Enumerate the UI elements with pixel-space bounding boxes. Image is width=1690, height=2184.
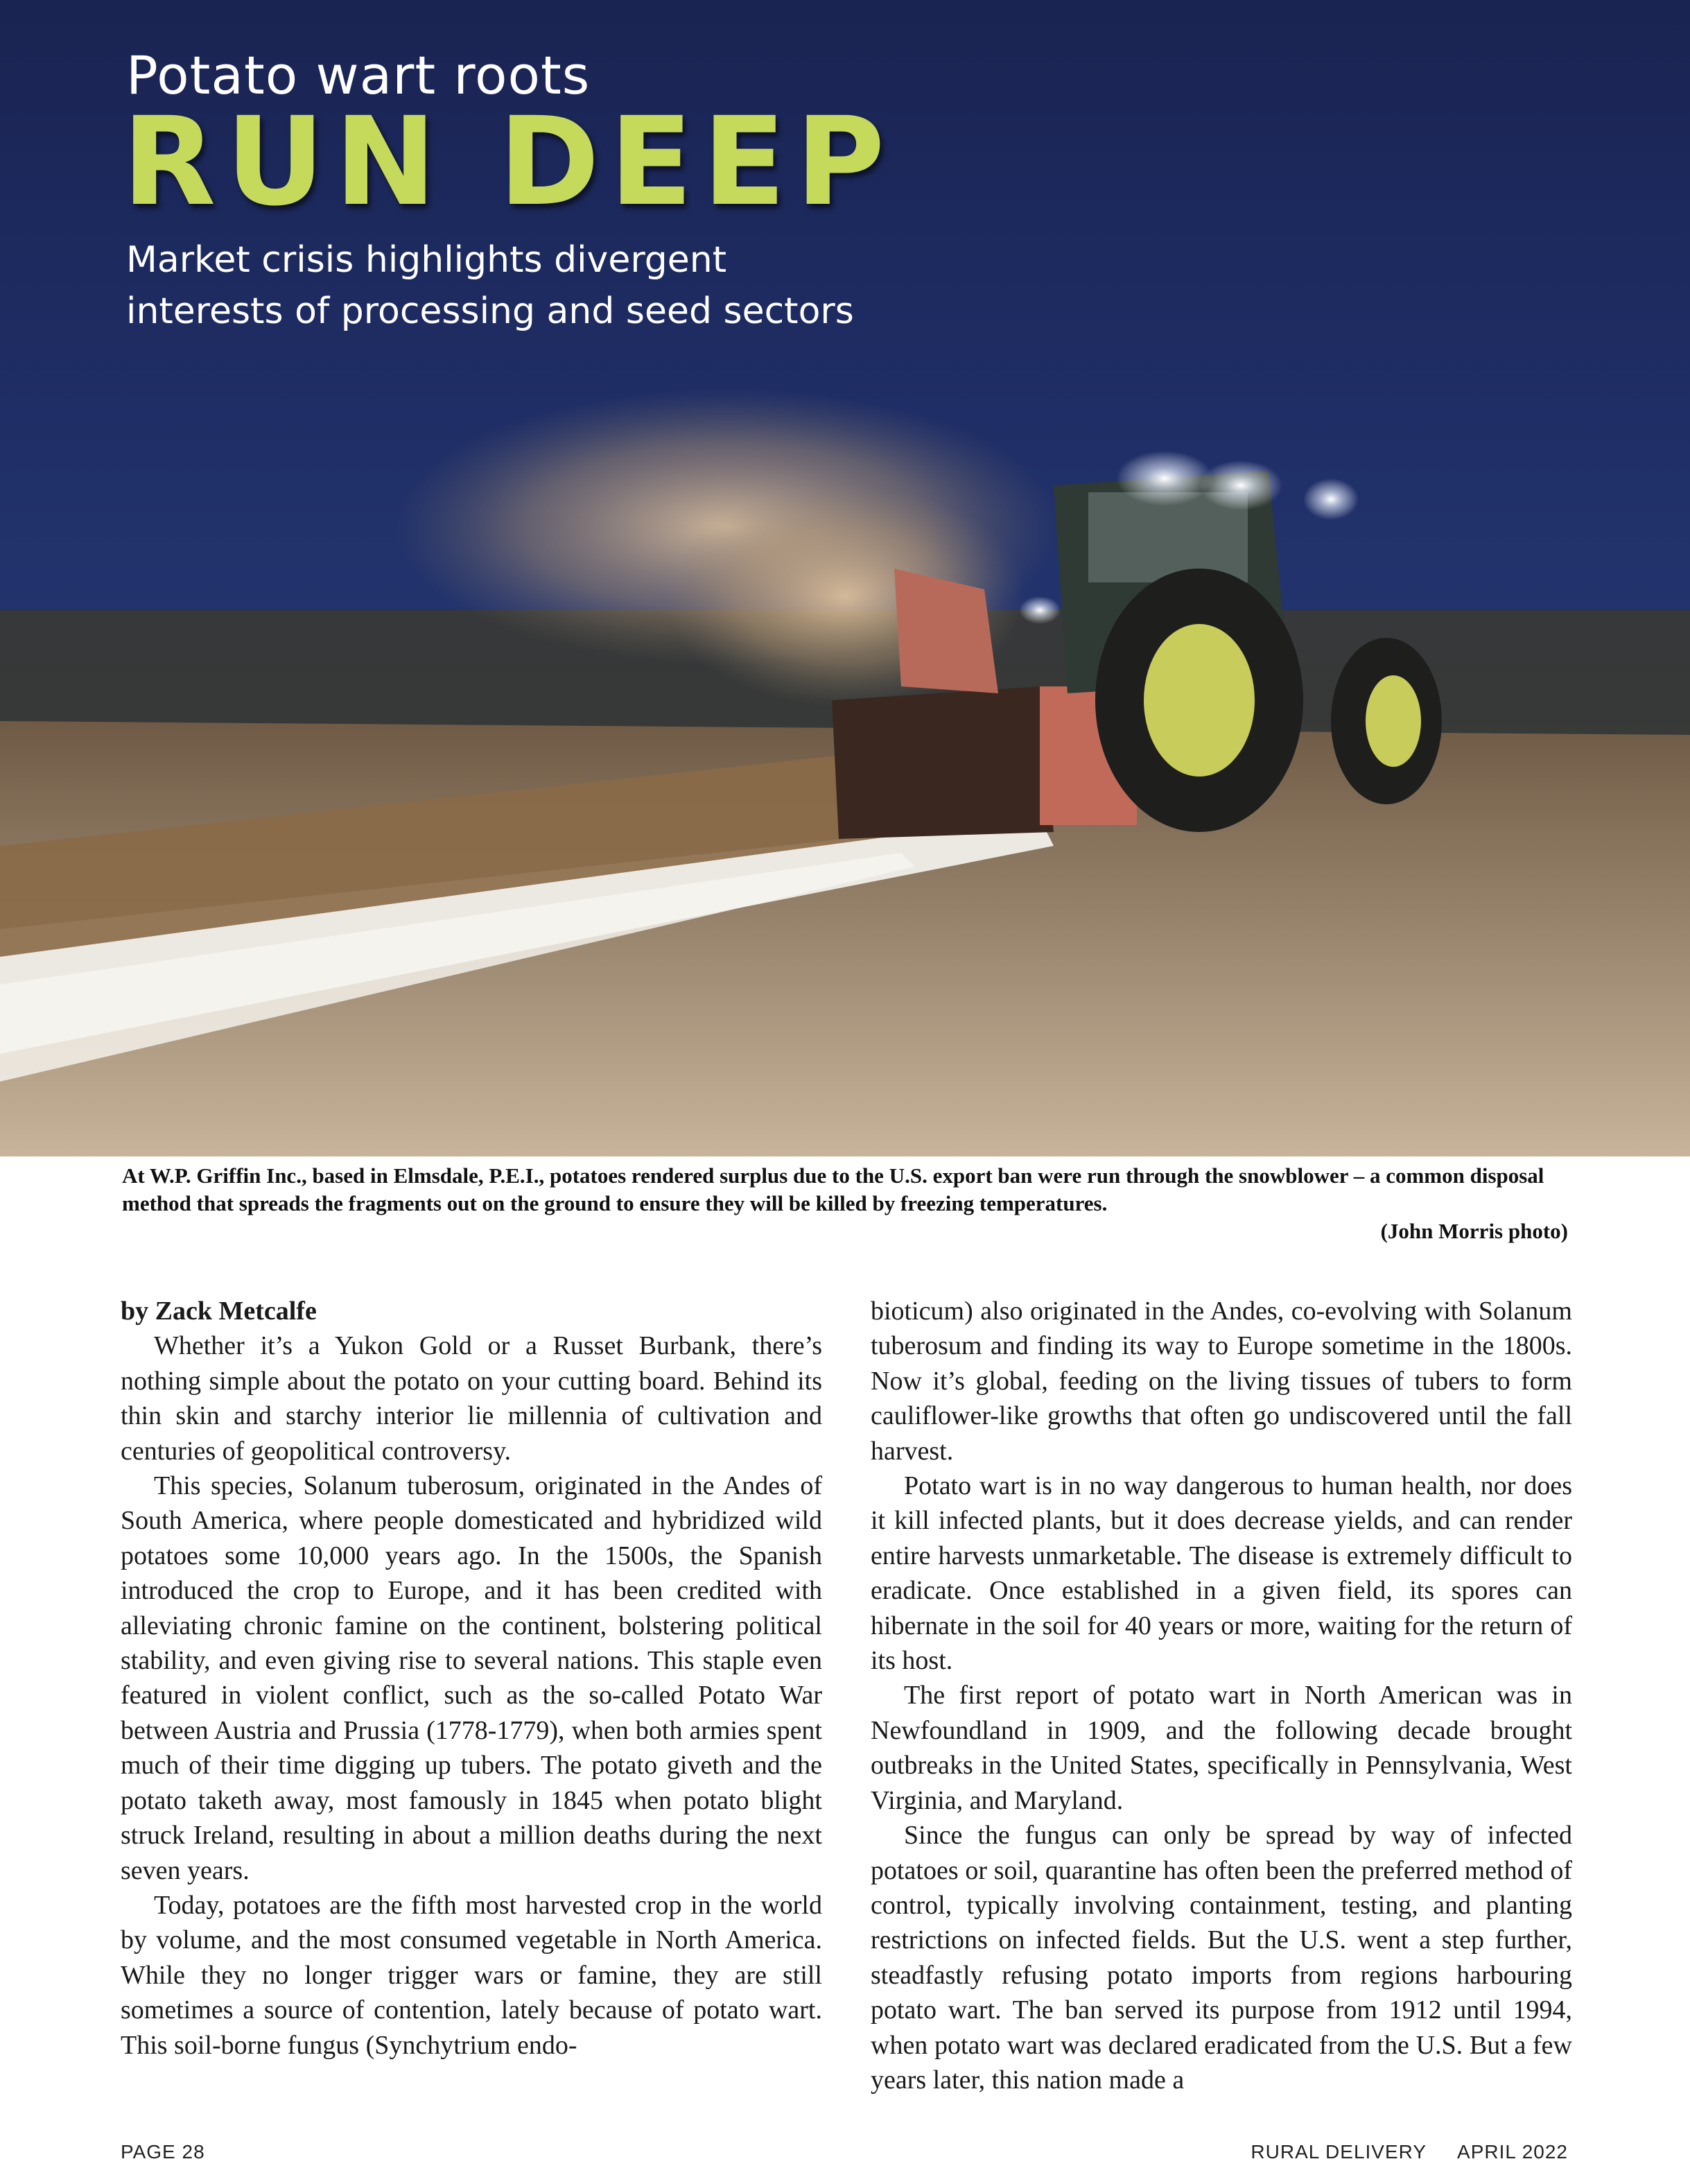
caption-text: At W.P. Griffin Inc., based in Elmsdale, P.E.I., potatoes rendered surplus due to the U.S. export ban were run through the snowblower – a common disposal method that spreads the fragments out on the ground to ensure they will be killed by freezing temperatures. [122, 1163, 1544, 1215]
article-paragraph: The first report of potato wart in North American was in Newfoundland in 1909, and the following decade brought outbreaks in the United States, specifically in Pennsylvania, West Virginia, and Maryland. [871, 1681, 1572, 1815]
issue-date: APRIL 2022 [1457, 2141, 1568, 2163]
page-number: PAGE 28 [121, 2141, 205, 2163]
headline: RUN DEEP [122, 91, 895, 233]
subheadline [126, 234, 1097, 337]
photo-credit: (John Morris photo) [1380, 1219, 1568, 1243]
publication-name: RURAL DELIVERY [1251, 2141, 1427, 2163]
subhead-line: interests of processing and seed sectors [126, 291, 854, 332]
publication-footer [1251, 2141, 1568, 2163]
article-paragraph: Whether it’s a Yukon Gold or a Russet Burbank, there’s nothing simple about the potato on your cutting board. Behind its thin skin and starchy interior lie millennia of cultivation and centuries of geopolitical controversy. [121, 1331, 822, 1466]
article-column-right [871, 1294, 1572, 2097]
article-paragraph: This species, Solanum tuberosum, originated in the Andes of South America, where people domesticated and hybridized wild potatoes some 10,000 years ago. In the 1500s, the Spanish introduced the crop to Europe, and it has been credited with alleviating chronic famine on the continent, bolstering political stability, and even giving rise to several nations. This staple even featured in violent conflict, such as the so-called Potato War between Austria and Prussia (1778-1779), when both armies spent much of their time digging up tubers. The potato giveth and the potato taketh away, most famously in 1845 when potato blight struck Ireland, resulting in about a million deaths during the next seven years. [121, 1471, 822, 1885]
photo-caption [122, 1162, 1568, 1245]
headline-kicker: Potato wart roots [126, 44, 591, 106]
subhead-line: Market crisis highlights divergent [126, 239, 727, 281]
article-paragraph: Since the fungus can only be spread by way of infected potatoes or soil, quarantine has often been the preferred method of control, typically involving containment, testing, and planting restrictions on infected fields. But the U.S. went a step further, steadfastly refusing potato imports from regions harbouring potato wart. The ban served its purpose from 1912 until 1994, when potato wart was declared eradicated from the U.S. But a few years later, this nation made a [871, 1821, 1572, 2095]
article-column-left [121, 1294, 822, 2063]
article-paragraph: bioticum) also originated in the Andes, co-evolving with Solanum tuberosum and finding its way to Europe sometime in the 1800s. Now it’s global, feeding on the living tissues of tubers to form cauliflower-like growths that often go undiscovered until the fall harvest. [871, 1297, 1572, 1466]
article-paragraph: Potato wart is in no way dangerous to human health, nor does it kill infected plants, but it does decrease yields, and can render entire harvests unmarketable. The disease is extremely difficult to eradicate. Once established in a given field, its spores can hibernate in the soil for 40 years or more, waiting for the return of its host. [871, 1471, 1572, 1676]
article-paragraph: Today, potatoes are the fifth most harvested crop in the world by volume, and the most consumed vegetable in North America. While they no longer trigger wars or famine, they are still sometimes a source of contention, lately because of potato wart. This soil-borne fungus (Synchytrium endo- [121, 1890, 822, 2060]
byline: by Zack Metcalfe [121, 1297, 317, 1326]
